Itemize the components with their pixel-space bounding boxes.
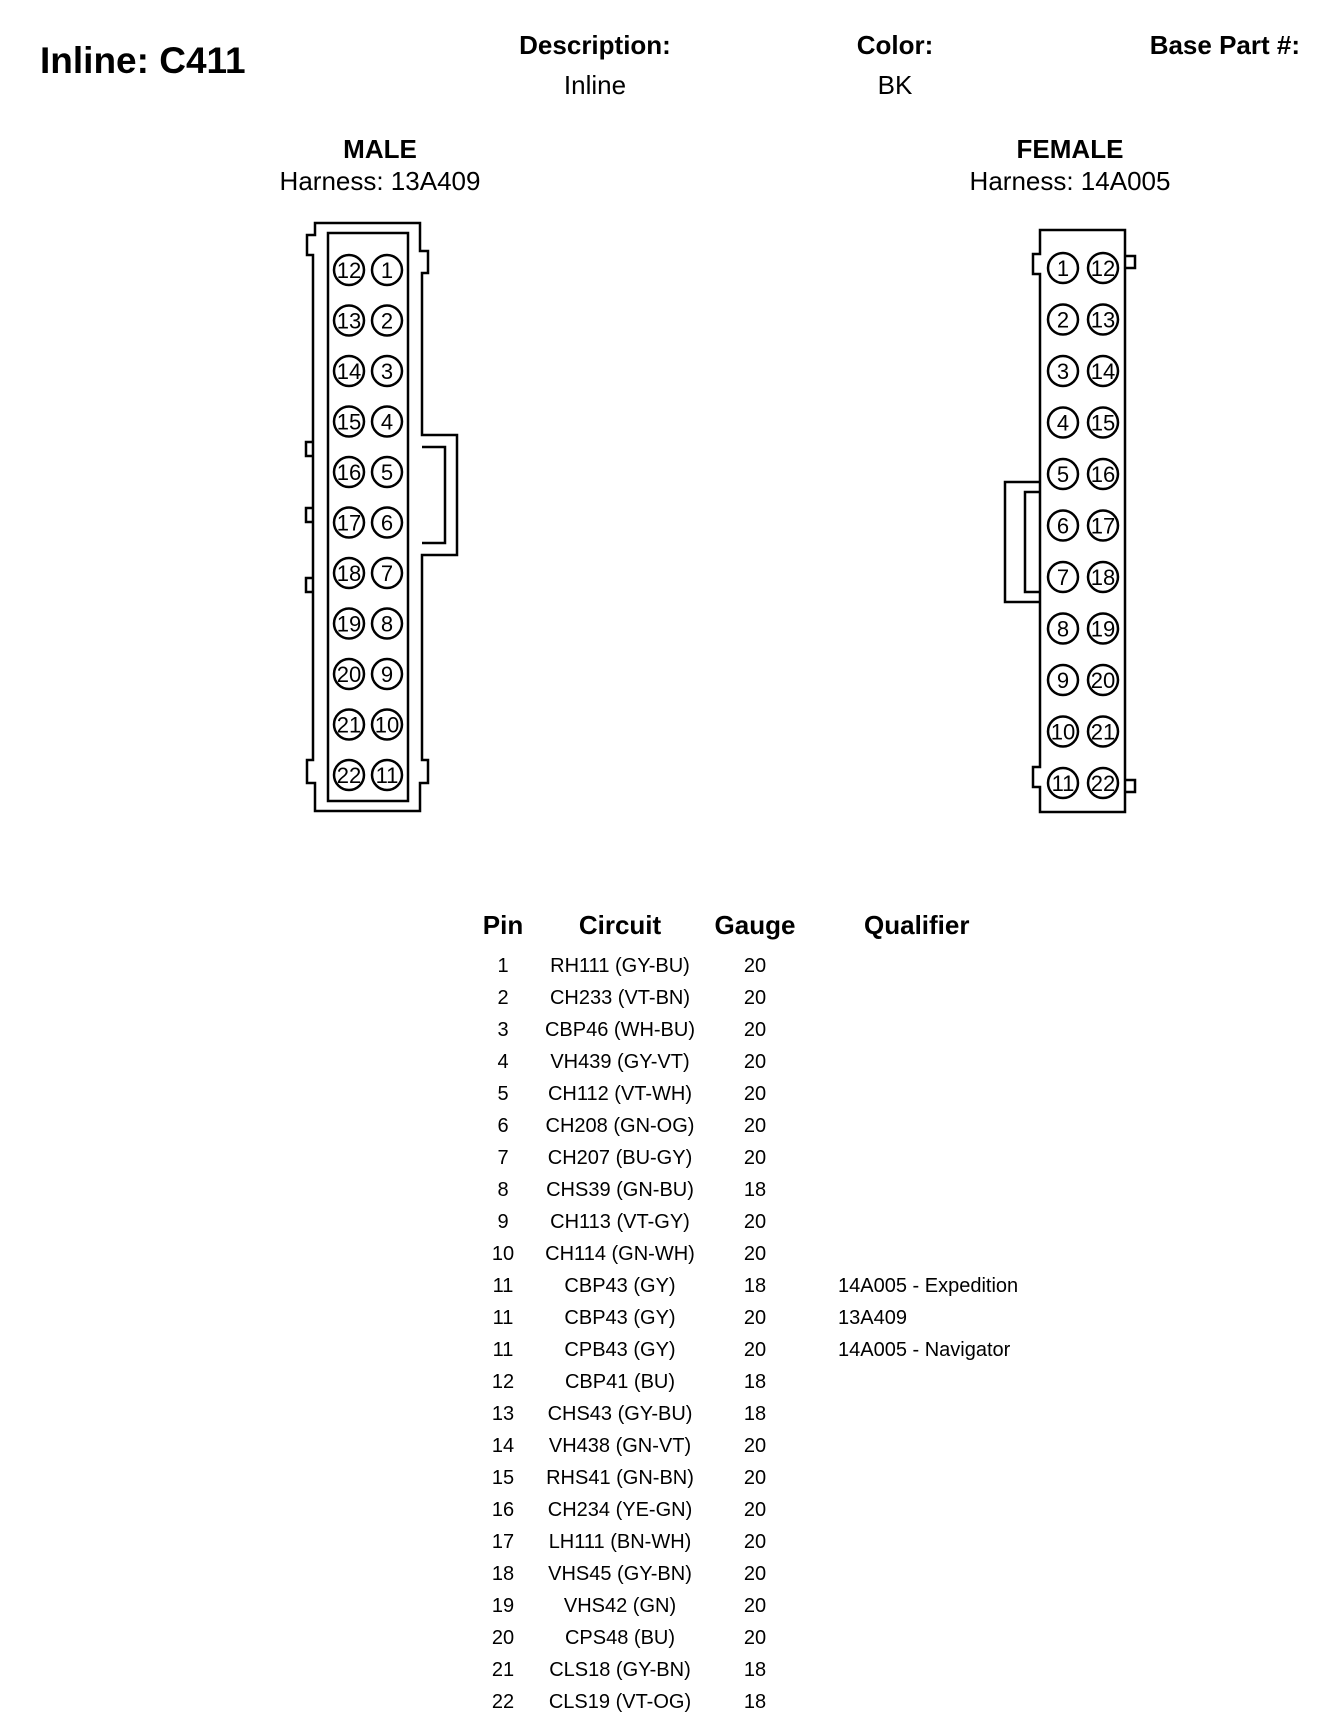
- gauge-cell: 20: [743, 1626, 767, 1649]
- qualifier-cell: [804, 1558, 1104, 1590]
- table-row: [472, 982, 1104, 1014]
- pin-cell: 8: [497, 1178, 509, 1201]
- qualifier-cell: 13A409: [838, 1306, 907, 1329]
- table-row: [472, 1046, 1104, 1078]
- gauge-cell: 20: [743, 1306, 767, 1329]
- male-pin-label: 2: [380, 308, 394, 334]
- gauge-cell: 20: [743, 1114, 767, 1137]
- female-pin-label: 2: [1056, 307, 1070, 333]
- table-row: [472, 1430, 1104, 1462]
- gauge-cell: 20: [743, 1562, 767, 1585]
- gauge-cell: 20: [743, 1242, 767, 1265]
- female-harness: Harness: 14A005: [969, 166, 1171, 196]
- qualifier-cell: [804, 1526, 1104, 1558]
- male-pin-label: 16: [336, 460, 362, 485]
- qualifier-cell: [804, 1238, 1104, 1270]
- table-row: [472, 1302, 1104, 1334]
- female-pin-label: 18: [1090, 565, 1116, 590]
- gauge-cell: 18: [743, 1178, 767, 1201]
- circuit-cell: CBP43 (GY): [564, 1274, 676, 1297]
- table-row: [472, 1558, 1104, 1590]
- pin-cell: 20: [491, 1626, 515, 1649]
- female-pin-label: 13: [1090, 307, 1116, 333]
- circuit-cell: CH207 (BU-GY): [547, 1146, 693, 1169]
- qualifier-cell: [804, 1590, 1104, 1622]
- circuit-cell: CPB43 (GY): [564, 1338, 676, 1361]
- pin-cell: 21: [491, 1658, 515, 1681]
- circuit-cell: CHS39 (GN-BU): [546, 1178, 694, 1201]
- circuit-cell: CPS48 (BU): [564, 1626, 676, 1649]
- description-label: Description:: [519, 30, 671, 60]
- male-title: MALE: [343, 134, 417, 164]
- circuit-cell: CH114 (GN-WH): [545, 1242, 695, 1265]
- gauge-cell: 20: [743, 1594, 767, 1617]
- pin-cell: 18: [491, 1562, 515, 1585]
- female-pin-label: 5: [1056, 462, 1070, 487]
- gauge-column-header: Gauge: [714, 909, 796, 940]
- gauge-cell: 20: [743, 1082, 767, 1105]
- male-pin-label: 6: [380, 510, 394, 536]
- table-row: [472, 1174, 1104, 1206]
- female-pin-label: 9: [1056, 668, 1070, 693]
- pin-cell: 11: [492, 1338, 514, 1361]
- male-pin-label: 15: [336, 409, 362, 435]
- gauge-cell: 20: [743, 1018, 767, 1041]
- pin-cell: 5: [497, 1082, 509, 1105]
- qualifier-cell: 14A005 - Expedition: [838, 1274, 1019, 1297]
- pin-table: [472, 908, 1104, 1718]
- pin-cell: 11: [492, 1274, 514, 1297]
- table-row: [472, 1462, 1104, 1494]
- male-harness: Harness: 13A409: [279, 166, 481, 196]
- gauge-cell: 20: [743, 1050, 767, 1073]
- female-title: FEMALE: [1016, 134, 1124, 164]
- circuit-cell: VHS42 (GN): [563, 1594, 677, 1617]
- pin-cell: 7: [497, 1146, 509, 1169]
- color-label: Color:: [856, 30, 934, 60]
- male-pin-label: 20: [336, 662, 362, 687]
- pin-cell: 13: [491, 1402, 515, 1425]
- table-row: [472, 1366, 1104, 1398]
- qualifier-column-header: Qualifier: [864, 909, 970, 940]
- table-row: [472, 1014, 1104, 1046]
- circuit-cell: CH208 (GN-OG): [545, 1114, 695, 1137]
- male-pin-label: 21: [336, 712, 362, 738]
- male-pin-label: 4: [380, 409, 394, 435]
- male-pin-label: 7: [380, 561, 394, 586]
- circuit-cell: CLS18 (GY-BN): [549, 1658, 691, 1681]
- table-row: [472, 950, 1104, 982]
- qualifier-cell: [804, 1110, 1104, 1142]
- pin-cell: 9: [497, 1210, 509, 1233]
- circuit-cell: VH439 (GY-VT): [550, 1050, 690, 1073]
- pin-cell: 16: [491, 1498, 515, 1521]
- female-pin-label: 1: [1056, 256, 1070, 281]
- qualifier-cell: 14A005 - Navigator: [838, 1338, 1011, 1361]
- male-pin-label: 18: [336, 561, 362, 586]
- circuit-cell: CHS43 (GY-BU): [547, 1402, 693, 1425]
- pin-cell: 15: [491, 1466, 515, 1489]
- gauge-cell: 18: [743, 1402, 767, 1425]
- qualifier-cell: [804, 1398, 1104, 1430]
- male-pin-label: 1: [380, 258, 394, 283]
- pin-cell: 10: [491, 1242, 515, 1265]
- pin-cell: 1: [497, 954, 509, 977]
- female-pin-label: 3: [1056, 359, 1070, 384]
- table-row: [472, 1526, 1104, 1558]
- circuit-cell: CH233 (VT-BN): [549, 986, 691, 1009]
- circuit-cell: VHS45 (GY-BN): [548, 1562, 692, 1585]
- table-row: [472, 1654, 1104, 1686]
- table-row: [472, 1398, 1104, 1430]
- male-pin-label: 5: [380, 460, 394, 485]
- female-pin-label: 17: [1090, 513, 1116, 539]
- pin-cell: 3: [497, 1018, 509, 1041]
- connector-title: Inline: C411: [40, 40, 246, 81]
- qualifier-cell: [804, 1142, 1104, 1174]
- qualifier-cell: [804, 1206, 1104, 1238]
- pin-cell: 12: [491, 1370, 515, 1393]
- male-pin-label: 12: [336, 258, 362, 283]
- table-row: [472, 1334, 1104, 1366]
- gauge-cell: 18: [743, 1658, 767, 1681]
- qualifier-cell: [804, 1430, 1104, 1462]
- female-pin-label: 7: [1056, 565, 1070, 590]
- qualifier-cell: [804, 1078, 1104, 1110]
- table-row: [472, 1206, 1104, 1238]
- table-row: [472, 1238, 1104, 1270]
- pin-column-header: Pin: [482, 909, 524, 940]
- pin-cell: 19: [491, 1594, 515, 1617]
- circuit-cell: CH113 (VT-GY): [550, 1210, 690, 1233]
- female-pin-label: 22: [1090, 771, 1116, 796]
- female-pin-label: 21: [1090, 719, 1116, 745]
- female-pin-label: 11: [1051, 771, 1075, 796]
- qualifier-cell: [804, 1686, 1104, 1718]
- gauge-cell: 20: [743, 986, 767, 1009]
- pin-cell: 22: [491, 1690, 515, 1713]
- table-row: [472, 1494, 1104, 1526]
- pin-cell: 2: [497, 986, 509, 1009]
- female-pin-label: 8: [1056, 616, 1070, 642]
- male-pin-label: 9: [380, 662, 394, 687]
- female-pin-label: 10: [1050, 719, 1076, 745]
- qualifier-cell: [804, 1494, 1104, 1526]
- female-pin-label: 15: [1090, 410, 1116, 436]
- gauge-cell: 20: [743, 1466, 767, 1489]
- gauge-cell: 20: [743, 1338, 767, 1361]
- male-pin-label: 10: [374, 712, 400, 738]
- gauge-cell: 20: [743, 954, 767, 977]
- qualifier-cell: [804, 1046, 1104, 1078]
- circuit-cell: CBP43 (GY): [564, 1306, 676, 1329]
- male-connector-diagram: [290, 215, 470, 820]
- male-pin-label: 13: [336, 308, 362, 334]
- table-row: [472, 1590, 1104, 1622]
- color-value: BK: [877, 70, 913, 100]
- female-pin-label: 20: [1090, 668, 1116, 693]
- female-pin-label: 12: [1090, 256, 1116, 281]
- qualifier-cell: [804, 1014, 1104, 1046]
- female-pin-label: 6: [1056, 513, 1070, 539]
- table-row: [472, 1078, 1104, 1110]
- circuit-cell: CBP41 (BU): [564, 1370, 676, 1393]
- qualifier-cell: [804, 950, 1104, 982]
- table-row: [472, 1142, 1104, 1174]
- qualifier-cell: [804, 1462, 1104, 1494]
- circuit-cell: RH111 (GY-BU): [550, 954, 690, 977]
- qualifier-cell: [804, 1174, 1104, 1206]
- male-pin-label: 19: [336, 611, 362, 637]
- base-part-label: Base Part #:: [1149, 30, 1300, 60]
- gauge-cell: 18: [743, 1690, 767, 1713]
- pin-cell: 11: [492, 1306, 514, 1329]
- circuit-cell: RHS41 (GN-BN): [546, 1466, 694, 1489]
- male-pin-label: 14: [336, 359, 362, 384]
- table-row: [472, 1622, 1104, 1654]
- circuit-cell: CBP46 (WH-BU): [544, 1018, 695, 1041]
- pin-cell: 4: [497, 1050, 509, 1073]
- male-pin-label: 8: [380, 611, 394, 637]
- qualifier-cell: [804, 1654, 1104, 1686]
- gauge-cell: 18: [743, 1274, 767, 1297]
- female-pin-label: 19: [1090, 616, 1116, 642]
- table-row: [472, 1686, 1104, 1718]
- qualifier-cell: [804, 1366, 1104, 1398]
- table-row: [472, 1110, 1104, 1142]
- male-pin-label: 17: [336, 510, 362, 536]
- female-pin-label: 4: [1056, 410, 1070, 436]
- qualifier-cell: [804, 982, 1104, 1014]
- pin-cell: 6: [497, 1114, 509, 1137]
- table-row: [472, 1270, 1104, 1302]
- description-value: Inline: [563, 70, 627, 100]
- circuit-column-header: Circuit: [578, 909, 662, 940]
- gauge-cell: 20: [743, 1210, 767, 1233]
- male-pin-label: 22: [336, 763, 362, 788]
- circuit-cell: VH438 (GN-VT): [548, 1434, 692, 1457]
- circuit-cell: CLS19 (VT-OG): [548, 1690, 692, 1713]
- circuit-cell: LH111 (BN-WH): [548, 1530, 692, 1553]
- gauge-cell: 20: [743, 1146, 767, 1169]
- gauge-cell: 20: [743, 1498, 767, 1521]
- gauge-cell: 20: [743, 1530, 767, 1553]
- female-pin-label: 14: [1090, 359, 1116, 384]
- qualifier-cell: [804, 1622, 1104, 1654]
- pin-cell: 17: [491, 1530, 515, 1553]
- female-connector-diagram: [995, 222, 1155, 827]
- female-pin-label: 16: [1090, 462, 1116, 487]
- gauge-cell: 18: [743, 1370, 767, 1393]
- male-pin-label: 3: [380, 359, 394, 384]
- male-pin-label: 11: [375, 763, 399, 788]
- gauge-cell: 20: [743, 1434, 767, 1457]
- circuit-cell: CH234 (YE-GN): [547, 1498, 693, 1521]
- pin-table-header: [472, 908, 1104, 950]
- circuit-cell: CH112 (VT-WH): [547, 1082, 693, 1105]
- pin-cell: 14: [491, 1434, 515, 1457]
